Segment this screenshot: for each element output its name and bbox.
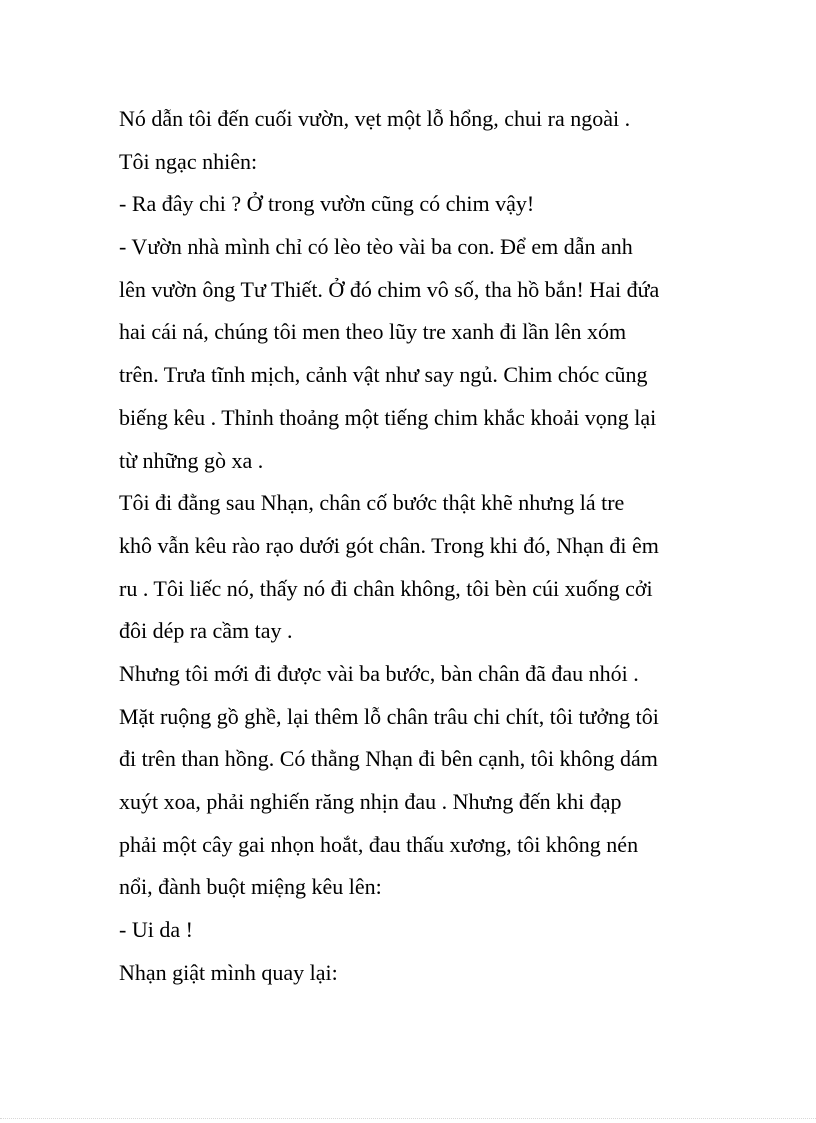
text-line: Mặt ruộng gồ ghề, lại thêm lỗ chân trâu chi chít, tôi tưởng tôi xyxy=(119,703,659,729)
text-line: trên. Trưa tĩnh mịch, cảnh vật như say ngủ. Chim chóc cũng xyxy=(119,362,648,388)
text-line: từ những gò xa . xyxy=(119,447,264,473)
text-line: xuýt xoa, phải nghiến răng nhịn đau . Nhưng đến khi đạp xyxy=(119,789,622,814)
text-line: khô vẫn kêu rào rạo dưới gót chân. Trong khi đó, Nhạn đi êm xyxy=(119,532,659,558)
text-line: đi trên than hồng. Có thằng Nhạn đi bên cạnh, tôi không dám xyxy=(119,746,658,772)
text-line: hai cái ná, chúng tôi men theo lũy tre xanh đi lần lên xóm xyxy=(119,319,627,345)
text-line: Tôi đi đằng sau Nhạn, chân cố bước thật khẽ nhưng lá tre xyxy=(119,490,625,516)
text-line: ru . Tôi liếc nó, thấy nó đi chân không, tôi bèn cúi xuống cởi xyxy=(119,575,653,601)
text-line: Nhưng tôi mới đi được vài ba bước, bàn chân đã đau nhói . xyxy=(119,660,639,686)
text-line: nổi, đành buột miệng kêu lên: xyxy=(119,874,382,900)
story-text xyxy=(119,98,719,994)
text-line: đôi dép ra cầm tay . xyxy=(119,618,293,644)
text-line: - Ra đây chi ? Ở trong vườn cũng có chim vậy! xyxy=(119,191,535,217)
text-line: - Vườn nhà mình chỉ có lèo tèo vài ba con. Để em dẫn anh xyxy=(119,234,633,260)
text-line: Tôi ngạc nhiên: xyxy=(119,148,258,174)
text-line: Nó dẫn tôi đến cuối vườn, vẹt một lỗ hổng, chui ra ngoài . xyxy=(119,106,631,131)
text-line: biếng kêu . Thỉnh thoảng một tiếng chim khắc khoải vọng lại xyxy=(119,404,657,430)
text-line: Nhạn giật mình quay lại: xyxy=(119,959,338,985)
page-bottom-divider xyxy=(0,1118,816,1119)
text-line: phải một cây gai nhọn hoắt, đau thấu xương, tôi không nén xyxy=(119,831,639,857)
text-line: - Ui da ! xyxy=(119,917,193,943)
text-line: lên vườn ông Tư Thiết. Ở đó chim vô số, tha hồ bắn! Hai đứa xyxy=(119,276,660,302)
